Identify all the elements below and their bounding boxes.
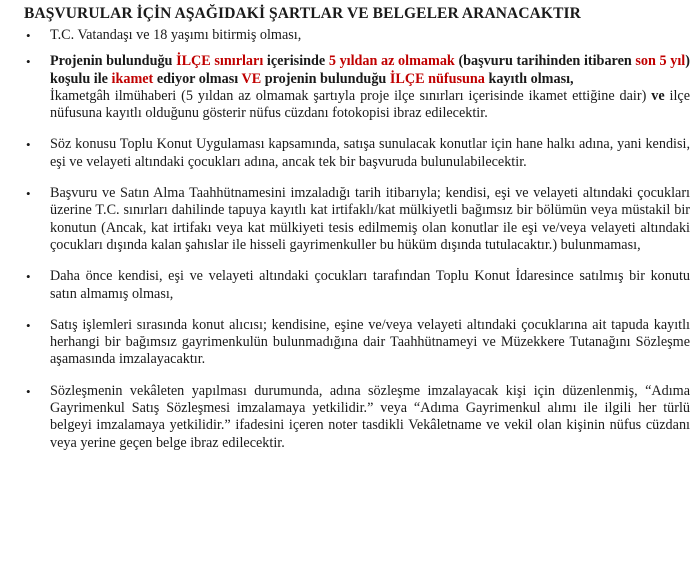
list-item [24, 136, 690, 171]
bullet-icon: • [26, 269, 31, 285]
page-title: BAŞVURULAR İÇİN AŞAĞIDAKİ ŞARTLAR VE BELGELER ARANACAKTIR [24, 5, 581, 22]
bullet-icon: • [26, 383, 31, 399]
text-segment: projenin bulunduğu [261, 70, 390, 87]
item-text-emphasis [50, 53, 690, 86]
text-segment: kayıtlı olması, [484, 70, 574, 87]
bullet-icon: • [26, 186, 31, 202]
item-text: Daha önce kendisi, eşi ve velayeti altındaki çocukları tarafından Toplu Konut İdaresince satılmış bir konutu satın almamış olması, [50, 268, 690, 302]
highlight-ve: VE [241, 70, 262, 87]
text-segment: ilçe nüfusuna kayıtlı olduğunu gösterir nüfus cüzdanı fotokopisi ibraz edilecektir. [50, 87, 691, 122]
highlight-ikamet: ikamet [111, 70, 154, 87]
highlight-ilce-nufus: İLÇE nüfusuna [389, 70, 485, 87]
bullet-icon: • [26, 54, 31, 70]
item-text: Satış işlemleri sırasında konut alıcısı; kendisine, eşine ve/veya velayeti altındaki çocuklarına ait tapuda kayıtlı herhangi bir bağımsız gayrimenkulün bulunmadığına dair Taahhütnameyi ve Müzekkere Tutanağını Sözleşme aşamasında imzalayacaktır. [50, 316, 690, 368]
highlight-ilce: İLÇE sınırları [176, 53, 264, 70]
list-item [24, 383, 690, 452]
text-segment: İkametgâh ilmühaberi (5 yıldan az olmamak şartıyla proje ilçe sınırları içerisinde ikamet ettiğine dair) [50, 87, 652, 104]
highlight-5-years: 5 yıldan az olmamak [328, 53, 455, 70]
item-text: Sözleşmenin vekâleten yapılması durumunda, adına sözleşme imzalayacak kişi için düzenlenmiş, “Adıma Gayrimenkul Satış Sözleşmesi imzalamaya yetkilidir.” veya “Adıma Gayrimenkul alımı ile ilgili her türlü belgeyi imzalamaya yetkilidir.” ifadesini içeren noter tasdikli Vekâletname ve vekil olan kişinin nüfus cüzdanı veya yerine geçen belge ibraz edilecektir. [50, 382, 690, 451]
text-segment: içerisinde [263, 53, 329, 70]
item-subtext [50, 88, 690, 123]
highlight-last-5-years: son 5 yıl [635, 53, 686, 70]
bullet-icon: • [26, 317, 31, 333]
list-item [24, 27, 690, 44]
bullet-icon: • [26, 137, 31, 153]
text-segment: ) koşulu ile [50, 53, 690, 87]
item-text: Başvuru ve Satın Alma Taahhütnamesini imzaladığı tarih itibarıyla; kendisi, eşi ve velayeti altındaki çocukları üzerine T.C. sınırları dahilinde tapuya kayıtlı kat irtifaklı/kat mülkiyetli bağımsız bir bölümün veya müstakil bir konutun (Ancak, kat irtifakı veya kat mülkiyeti tesis edilmemiş olan konutlar ile eşi ve/veya velayeti altındaki çocukları dışında kalan şahıslar ile hisseli gayrimenkuller bu hüküm dışında tutulacaktır.) bulunmaması, [50, 185, 690, 253]
text-segment: Projenin bulunduğu [50, 53, 177, 70]
item-text: T.C. Vatandaşı ve 18 yaşımı bitirmiş olması, [50, 27, 302, 43]
bullet-icon: • [26, 28, 31, 43]
requirements-list [24, 27, 690, 452]
item-text: Söz konusu Toplu Konut Uygulaması kapsamında, satışa sunulacak konutlar için hane halkı adına, yani kendisi, eşi ve velayeti altındaki çocukları adına, ancak tek bir başvuruda bulunulabilecektir. [50, 136, 690, 170]
text-segment: (başvuru tarihinden itibaren [454, 53, 636, 70]
text-segment: ediyor olması [153, 70, 242, 87]
list-item [24, 317, 690, 369]
list-item [24, 268, 690, 303]
list-item [24, 185, 690, 254]
list-item [24, 53, 690, 122]
text-segment-bold: ve [651, 87, 665, 104]
